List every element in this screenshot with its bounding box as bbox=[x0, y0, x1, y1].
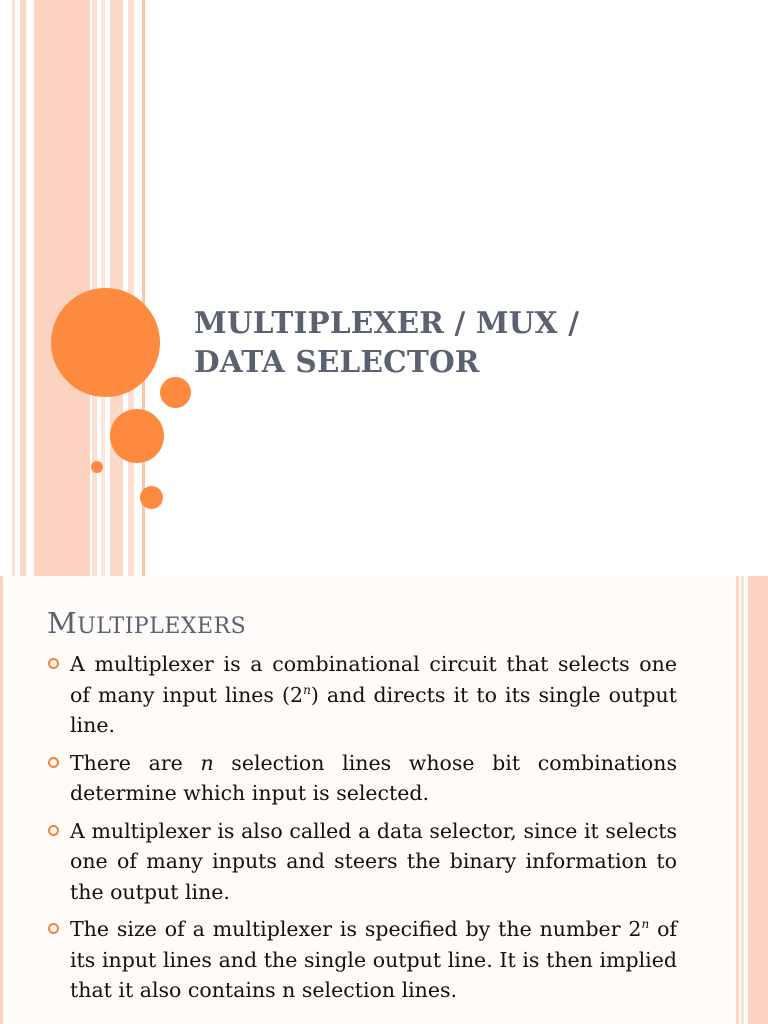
circle-bullet-icon bbox=[48, 825, 59, 836]
small-circle-decoration bbox=[140, 486, 163, 509]
content-slide bbox=[0, 576, 768, 1024]
decorative-stripes bbox=[0, 0, 150, 576]
circle-bullet-icon bbox=[48, 923, 59, 934]
bullet-text: selection lines whose bit combinations determine which input is selected. bbox=[70, 750, 677, 805]
bullet-text: ) and directs it to its single output line. bbox=[70, 682, 677, 737]
heading-initial: M bbox=[47, 606, 78, 640]
circle-bullet-icon bbox=[48, 658, 59, 669]
list-item bbox=[0, 748, 677, 809]
superscript: n bbox=[641, 917, 650, 932]
variable: n bbox=[200, 750, 214, 775]
list-item bbox=[0, 914, 677, 1006]
list-item bbox=[0, 649, 677, 741]
heading-rest: ULTIPLEXERS bbox=[77, 614, 247, 639]
bullet-text: The size of a multiplexer is specified by the number 2 bbox=[70, 917, 642, 941]
bullet-text: There are bbox=[70, 750, 201, 775]
tiny-circle-decoration bbox=[91, 461, 103, 473]
medium-circle-decoration bbox=[110, 409, 164, 463]
title-line-2: DATA SELECTOR bbox=[194, 344, 480, 379]
bullet-text: A multiplexer is also called a data selector, since it selects one of many inputs and steers the binary information to the output line. bbox=[70, 818, 677, 904]
small-circle-decoration bbox=[160, 377, 191, 408]
slide-title bbox=[194, 303, 714, 381]
list-item bbox=[0, 816, 677, 908]
slide-heading bbox=[47, 606, 246, 640]
large-circle-decoration bbox=[51, 288, 160, 397]
bullet-list bbox=[0, 649, 740, 1013]
title-line-1: MULTIPLEXER / MUX / bbox=[194, 305, 580, 340]
bullet-text: of its input lines and the single output line. It is then implied that it also contains n selection lines. bbox=[70, 917, 677, 1002]
superscript: n bbox=[303, 682, 311, 697]
circle-bullet-icon bbox=[48, 757, 59, 768]
bullet-text: A multiplexer is a combinational circuit that selects one of many input lines (2 bbox=[70, 652, 677, 707]
